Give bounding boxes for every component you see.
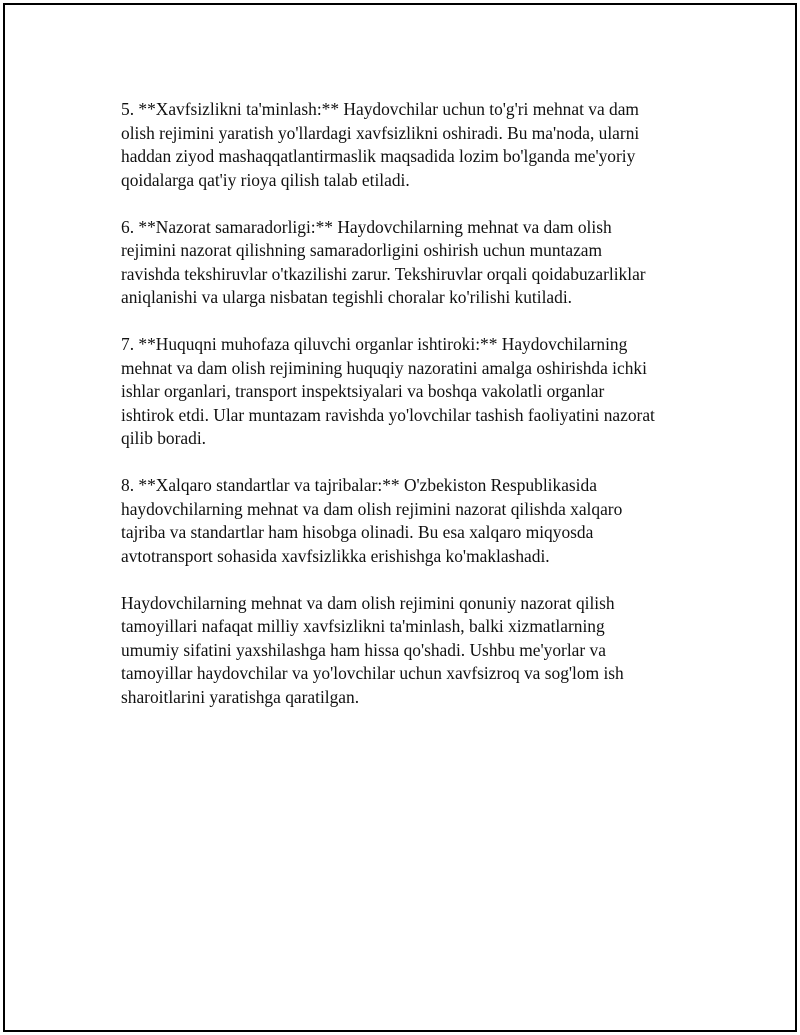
text-line: qilib boradi. <box>121 428 207 448</box>
text-line: qoidalarga qat'iy rioya qilish talab etiladi. <box>121 169 410 190</box>
text-line: tajriba va standartlar ham hisobga olinadi. Bu esa xalqaro miqyosda <box>121 522 594 542</box>
text-line: 6. **Nazorat samaradorligi:** Haydovchilarning mehnat va dam olish <box>121 216 612 237</box>
paragraph-conclusion <box>121 592 693 710</box>
text-line: 5. **Xavfsizlikni ta'minlash:** Haydovchilar uchun to'g'ri mehnat va dam <box>121 99 639 119</box>
text-line: aniqlanishi va ularga nisbatan tegishli choralar ko'rilishi kutiladi. <box>121 287 573 307</box>
paragraph-law-enforcement <box>121 333 693 451</box>
text-line: Haydovchilarning mehnat va dam olish rejimini qonuniy nazorat qilish <box>121 592 615 613</box>
text-line: 7. **Huquqni muhofaza qiluvchi organlar ishtiroki:** Haydovchilarning <box>121 334 628 354</box>
text-line: olish rejimini yaratish yo'llardagi xavfsizlikni oshiradi. Bu ma'noda, ularni <box>121 122 640 143</box>
text-line: sharoitlarini yaratishga qaratilgan. <box>121 686 360 707</box>
text-line: 8. **Xalqaro standartlar va tajribalar:** O'zbekiston Respublikasida <box>121 475 597 495</box>
document-body <box>121 98 693 733</box>
text-line: tamoyillari nafaqat milliy xavfsizlikni ta'minlash, balki xizmatlarning <box>121 616 605 636</box>
text-line: mehnat va dam olish rejimining huquqiy nazoratini amalga oshirishda ichki <box>121 357 647 378</box>
page-frame <box>3 3 797 1032</box>
text-line: haddan ziyod mashaqqatlantirmaslik maqsadida lozim bo'lganda me'yoriy <box>121 146 636 166</box>
text-line: tamoyillar haydovchilar va yo'lovchilar uchun xavfsizroq va sog'lom ish <box>121 663 624 683</box>
text-line: avtotransport sohasida xavfsizlikka erishishga ko'maklashadi. <box>121 545 550 566</box>
text-line: haydovchilarning mehnat va dam olish rejimini nazorat qilishda xalqaro <box>121 498 623 519</box>
text-line: ishlar organlari, transport inspektsiyalari va boshqa vakolatli organlar <box>121 381 605 401</box>
paragraph-safety <box>121 98 693 192</box>
paragraph-international-standards <box>121 474 693 568</box>
text-line: ravishda tekshiruvlar o'tkazilishi zarur. Tekshiruvlar orqali qoidabuzarliklar <box>121 263 646 284</box>
paragraph-control-efficiency <box>121 216 693 310</box>
text-line: umumiy sifatini yaxshilashga ham hissa qo'shadi. Ushbu me'yorlar va <box>121 639 606 660</box>
text-line: rejimini nazorat qilishning samaradorligini oshirish uchun muntazam <box>121 240 603 260</box>
text-line: ishtirok etdi. Ular muntazam ravishda yo'lovchilar tashish faoliyatini nazorat <box>121 404 655 425</box>
